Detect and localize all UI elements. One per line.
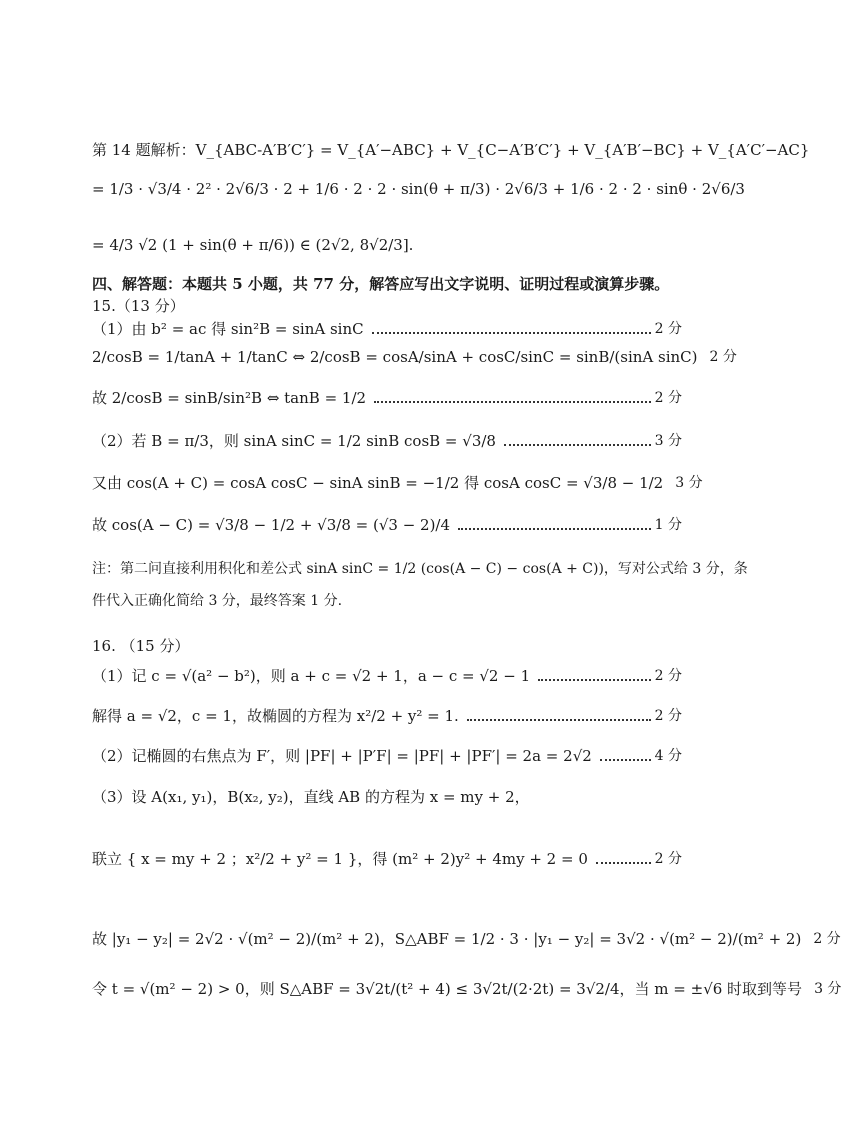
problem-16-step-5 — [92, 848, 682, 870]
problem-title: 16. （15 分） — [92, 637, 190, 655]
leader-dots — [467, 719, 651, 721]
problem-16-step-3 — [92, 745, 682, 767]
score: 3 分 — [654, 433, 682, 449]
math-line: （2）若 B = π/3，则 sinA sinC = 1/2 sinB cosB = √3/8 — [92, 432, 496, 450]
leader-dots — [372, 332, 651, 334]
math-line: 又由 cos(A + C) = cosA cosC − sinA sinB = −1/2 得 cosA cosC = √3/8 − 1/2 — [92, 474, 664, 492]
solution-14-line-1 — [92, 139, 810, 161]
problem-16-title — [92, 635, 682, 657]
note-text: 件代入正确化简给 3 分，最终答案 1 分. — [92, 593, 343, 609]
problem-16-step-2 — [92, 705, 682, 727]
math-line: 故 |y₁ − y₂| = 2√2 · √(m² − 2)/(m² + 2)，S△ABF = 1/2 · 3 · |y₁ − y₂| = 3√2 · √(m² − 2)/(m² + 2) — [92, 930, 802, 948]
math-line: 故 cos(A − C) = √3/8 − 1/2 + √3/8 = (√3 − 2)/4 — [92, 516, 451, 534]
math-line: 令 t = √(m² − 2) > 0，则 S△ABF = 3√2t/(t² + 4) ≤ 3√2t/(2·2t) = 3√2/4，当 m = ±√6 时取到等号 — [92, 980, 803, 998]
problem-16-step-6 — [92, 928, 841, 950]
solution-14-line-2 — [92, 178, 745, 200]
score: 3 分 — [814, 981, 841, 997]
score: 2 分 — [654, 668, 682, 684]
math-line: （1）记 c = √(a² − b²)，则 a + c = √2 + 1，a − c = √2 − 1 — [92, 667, 531, 685]
section-heading — [92, 273, 682, 295]
leader-dots — [458, 528, 651, 530]
problem-15-step-4 — [92, 430, 682, 452]
solution-14-line-3 — [92, 234, 682, 256]
score: 2 分 — [709, 349, 737, 365]
leader-dots — [600, 759, 651, 761]
math-line: （2）记椭圆的右焦点为 F′，则 |PF| + |P′F| = |PF| + |PF′| = 2a = 2√2 — [92, 747, 592, 765]
problem-title: 15.（13 分） — [92, 297, 185, 315]
math-line: 联立 { x = my + 2 ；x²/2 + y² = 1 }，得 (m² + 2)y² + 4my + 2 = 0 — [92, 850, 588, 868]
leader-dots — [596, 862, 651, 864]
math-line: （3）设 A(x₁, y₁)，B(x₂, y₂)，直线 AB 的方程为 x = my + 2， — [92, 788, 530, 806]
problem-16-step-4 — [92, 786, 682, 808]
section-heading-text: 四、解答题：本题共 5 小题，共 77 分，解答应写出文字说明、证明过程或演算步骤。 — [92, 275, 670, 293]
score: 1 分 — [654, 517, 682, 533]
problem-15-step-1 — [92, 318, 682, 340]
score: 2 分 — [654, 321, 682, 337]
math-line: 2/cosB = 1/tanA + 1/tanC ⇔ 2/cosB = cosA/sinA + cosC/sinC = sinB/(sinA sinC) — [92, 348, 698, 366]
problem-16-step-1 — [92, 665, 682, 687]
problem-15-step-2 — [92, 346, 737, 368]
leader-dots — [538, 679, 651, 681]
math-line: （1）由 b² = ac 得 sin²B = sinA sinC — [92, 320, 364, 338]
problem-15-step-6 — [92, 514, 682, 536]
problem-15-step-3 — [92, 387, 682, 409]
score: 2 分 — [654, 390, 682, 406]
score: 2 分 — [654, 708, 682, 724]
problem-16-step-7 — [92, 978, 841, 1000]
score: 2 分 — [654, 851, 682, 867]
leader-dots — [374, 401, 651, 403]
problem-15-title — [92, 295, 682, 317]
problem-15-note-1 — [92, 558, 748, 580]
math-line: = 1/3 · √3/4 · 2² · 2√6/3 · 2 + 1/6 · 2 · 2 · sin(θ + π/3) · 2√6/3 + 1/6 · 2 · 2 · sinθ · 2√6/3 — [92, 180, 745, 198]
score: 3 分 — [675, 475, 703, 491]
note-text: 注：第二问直接利用积化和差公式 sinA sinC = 1/2 (cos(A − C) − cos(A + C))，写对公式给 3 分，条 — [92, 561, 748, 577]
math-line: 解得 a = √2，c = 1，故椭圆的方程为 x²/2 + y² = 1. — [92, 707, 459, 725]
problem-15-note-2 — [92, 590, 682, 612]
math-line: 第 14 题解析：V_{ABC-A′B′C′} = V_{A′−ABC} + V_{C−A′B′C′} + V_{A′B′−BC} + V_{A′C′−AC} — [92, 141, 810, 159]
math-line: 故 2/cosB = sinB/sin²B ⇔ tanB = 1/2 — [92, 389, 367, 407]
leader-dots — [504, 444, 651, 446]
score: 4 分 — [654, 748, 682, 764]
score: 2 分 — [813, 931, 841, 947]
problem-15-step-5 — [92, 472, 703, 494]
math-line: = 4/3 √2 (1 + sin(θ + π/6)) ∈ (2√2, 8√2/3]. — [92, 236, 414, 254]
